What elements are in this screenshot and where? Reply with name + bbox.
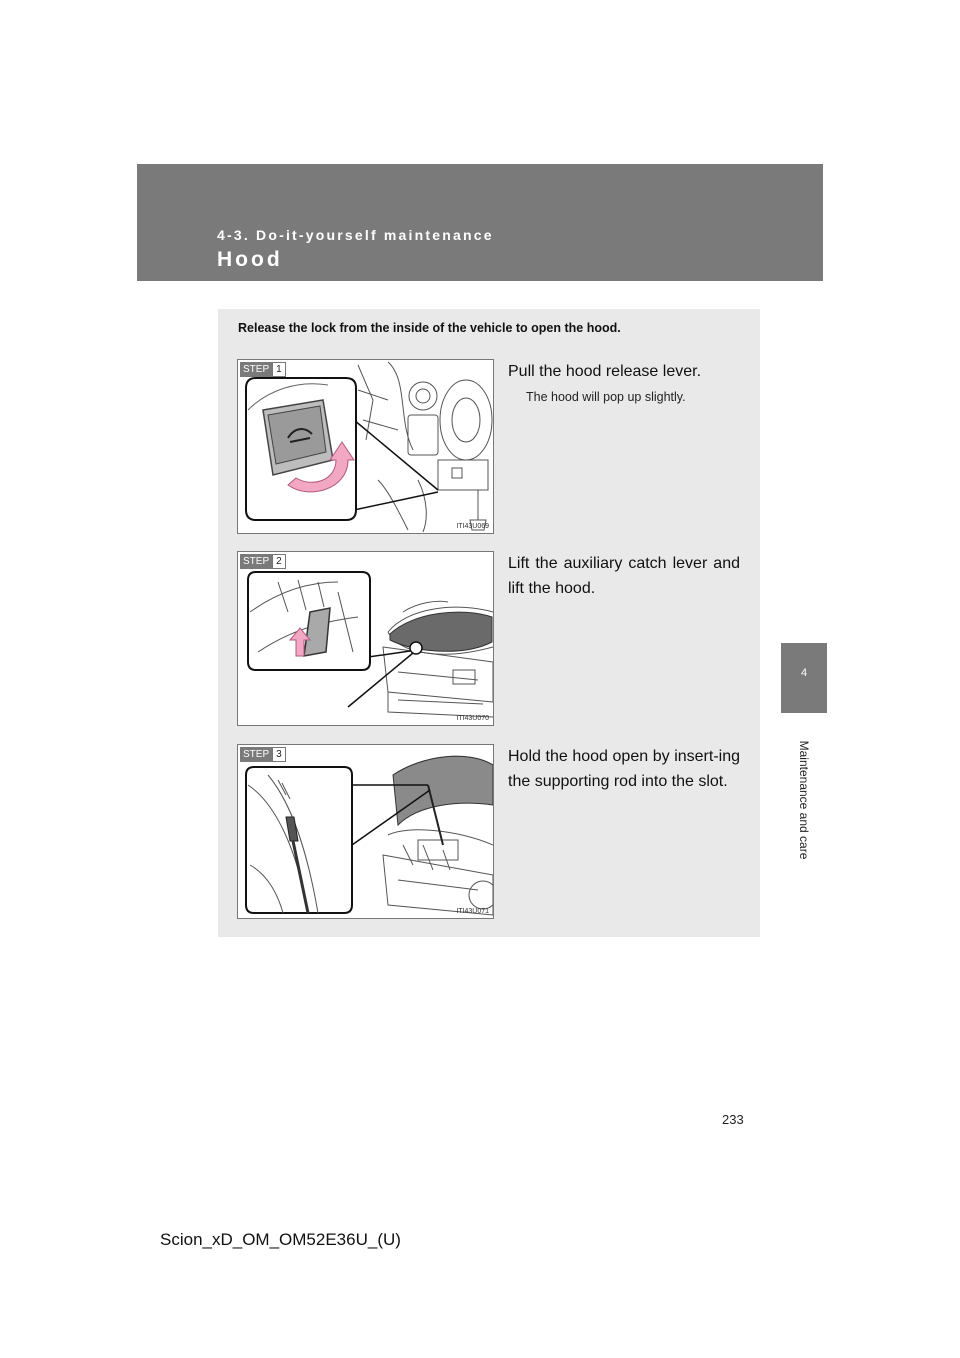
step-2-instruction: Lift the auxiliary catch lever and lift the hood. [508, 555, 740, 597]
chapter-header [137, 164, 823, 281]
step-badge-number: 1 [272, 362, 286, 377]
step-badge-label: STEP [240, 554, 272, 569]
figure-code: ITI43U069 [456, 523, 489, 530]
step-badge-number: 3 [272, 747, 286, 762]
step-2 [218, 551, 760, 731]
step-1-badge [240, 362, 286, 377]
document-id: Scion_xD_OM_OM52E36U_(U) [160, 1230, 401, 1249]
step-2-illustration [237, 551, 494, 726]
step-2-badge [240, 554, 286, 569]
step-badge-number: 2 [272, 554, 286, 569]
hood-release-lever-drawing [238, 360, 494, 534]
step-3-illustration [237, 744, 494, 919]
intro-text: Release the lock from the inside of the vehicle to open the hood. [238, 321, 621, 335]
step-3-instruction: Hold the hood open by insert-ing the supporting rod into the slot. [508, 748, 740, 790]
step-1-note: The hood will pop up slightly. [526, 390, 686, 404]
section-label: 4-3. Do-it-yourself maintenance [217, 227, 494, 243]
auxiliary-catch-drawing [238, 552, 494, 726]
chapter-tab [781, 643, 827, 713]
step-3-badge [240, 747, 286, 762]
step-3 [218, 744, 760, 924]
figure-code: ITI43U071 [456, 908, 489, 915]
step-badge-label: STEP [240, 747, 272, 762]
chapter-tab-number: 4 [800, 667, 808, 679]
page-number: 233 [722, 1112, 744, 1127]
page-title: Hood [217, 248, 283, 271]
step-badge-label: STEP [240, 362, 272, 377]
figure-code: ITI43U070 [456, 715, 489, 722]
step-1 [218, 359, 760, 539]
support-rod-drawing [238, 745, 494, 919]
step-1-instruction: Pull the hood release lever. [508, 363, 702, 380]
chapter-tab-label: Maintenance and care [797, 740, 811, 860]
procedure-panel [218, 309, 760, 937]
step-1-illustration [237, 359, 494, 534]
